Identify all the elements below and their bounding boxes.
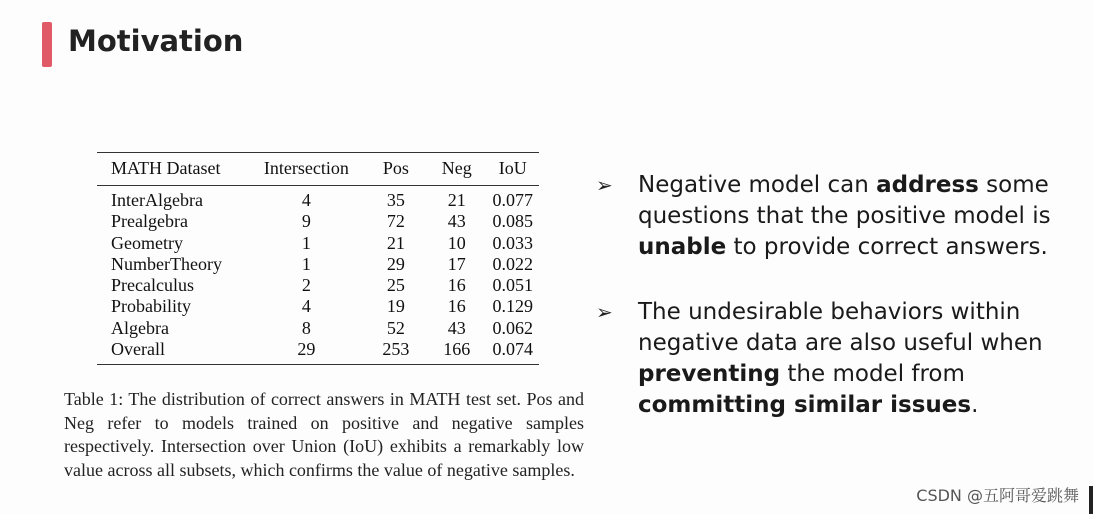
table-cell: 16 (447, 275, 466, 296)
table-row (97, 339, 539, 365)
table-row (97, 233, 539, 254)
edge-strip (1089, 486, 1093, 514)
table-row (97, 254, 539, 275)
table-cell: InterAlgebra (111, 190, 203, 210)
bullet-bold-text: address (876, 172, 979, 198)
table-cell: Probability (111, 296, 191, 317)
table-cell: 25 (386, 275, 405, 296)
table-cell: 35 (386, 190, 405, 210)
title-accent-bar (42, 22, 52, 67)
bullet-bold-text: committing similar issues (638, 392, 972, 418)
column-header: MATH Dataset (111, 157, 221, 178)
bullet-bold-text: preventing (638, 361, 781, 387)
column-header: Neg (441, 157, 472, 178)
table-cell: Prealgebra (111, 211, 188, 232)
table-cell: 0.129 (492, 296, 533, 317)
bullet-list (596, 170, 1086, 455)
table-cell: 29 (386, 253, 405, 274)
column-header: Pos (382, 157, 409, 178)
column-header: IoU (498, 157, 527, 178)
table-caption: Table 1: The distribution of correct answers in MATH test set. Pos and Neg refer to models trained on positive and negative samples respectively. Intersection over Union (IoU) exhibits a remarkably low value across all subsets, which confirms the value of negative samples. (64, 389, 584, 480)
table-row (97, 318, 539, 339)
table-cell: Overall (111, 339, 165, 360)
column-header: Intersection (263, 157, 349, 178)
table-row (97, 211, 539, 232)
table-cell: 0.074 (492, 339, 533, 360)
bullet-text: . (971, 392, 979, 418)
bullet-text: The undesirable behaviors within negative data are also useful when (638, 299, 1043, 356)
table-cell: 21 (447, 190, 466, 210)
bullet-text: to provide correct answers. (726, 234, 1048, 260)
bullet-text: Negative model can (638, 172, 877, 198)
table-cell: 253 (382, 339, 410, 360)
results-table-container (97, 152, 539, 365)
table-cell: Geometry (111, 232, 183, 253)
table-cell: 166 (443, 339, 471, 360)
bullet-text: the model from (780, 361, 965, 387)
table-cell: 0.033 (492, 232, 533, 253)
arrow-bullet-icon: ➢ (596, 173, 613, 197)
table-cell: 16 (447, 296, 466, 317)
table-cell: 4 (301, 296, 311, 317)
table-row (97, 296, 539, 317)
table-cell: 1 (301, 253, 311, 274)
table-cell: Algebra (111, 317, 169, 338)
table-cell: 17 (447, 253, 466, 274)
table-cell: 0.022 (492, 253, 533, 274)
table-cell: 0.051 (492, 275, 533, 296)
table-cell: 43 (447, 211, 466, 232)
results-table (97, 152, 539, 365)
table-header-row (97, 153, 539, 186)
bullet-item (596, 170, 1086, 263)
table-cell: 21 (386, 232, 405, 253)
table-row (97, 186, 539, 212)
table-cell: 0.085 (492, 211, 533, 232)
table-cell: 9 (301, 211, 311, 232)
bullet-item (596, 297, 1086, 421)
table-cell: 43 (447, 317, 466, 338)
table-cell: 29 (297, 339, 316, 360)
watermark-text: CSDN @五阿哥爱跳舞 (916, 486, 1079, 505)
table-row (97, 275, 539, 296)
table-cell: 19 (386, 296, 405, 317)
table-cell: Precalculus (111, 275, 194, 296)
table-cell: 52 (386, 317, 405, 338)
table-cell: 2 (301, 275, 311, 296)
table-cell: NumberTheory (111, 253, 222, 274)
table-cell: 72 (386, 211, 405, 232)
slide-title: Motivation (68, 24, 244, 58)
table-cell: 0.062 (492, 317, 533, 338)
arrow-bullet-icon: ➢ (596, 300, 613, 324)
table-cell: 0.077 (492, 190, 533, 210)
table-cell: 8 (301, 317, 311, 338)
table-cell: 4 (301, 190, 311, 210)
bullet-bold-text: unable (638, 234, 727, 260)
table-cell: 1 (301, 232, 311, 253)
bullet-text: some questions that the positive model is (638, 172, 1051, 229)
table-cell: 10 (447, 232, 466, 253)
